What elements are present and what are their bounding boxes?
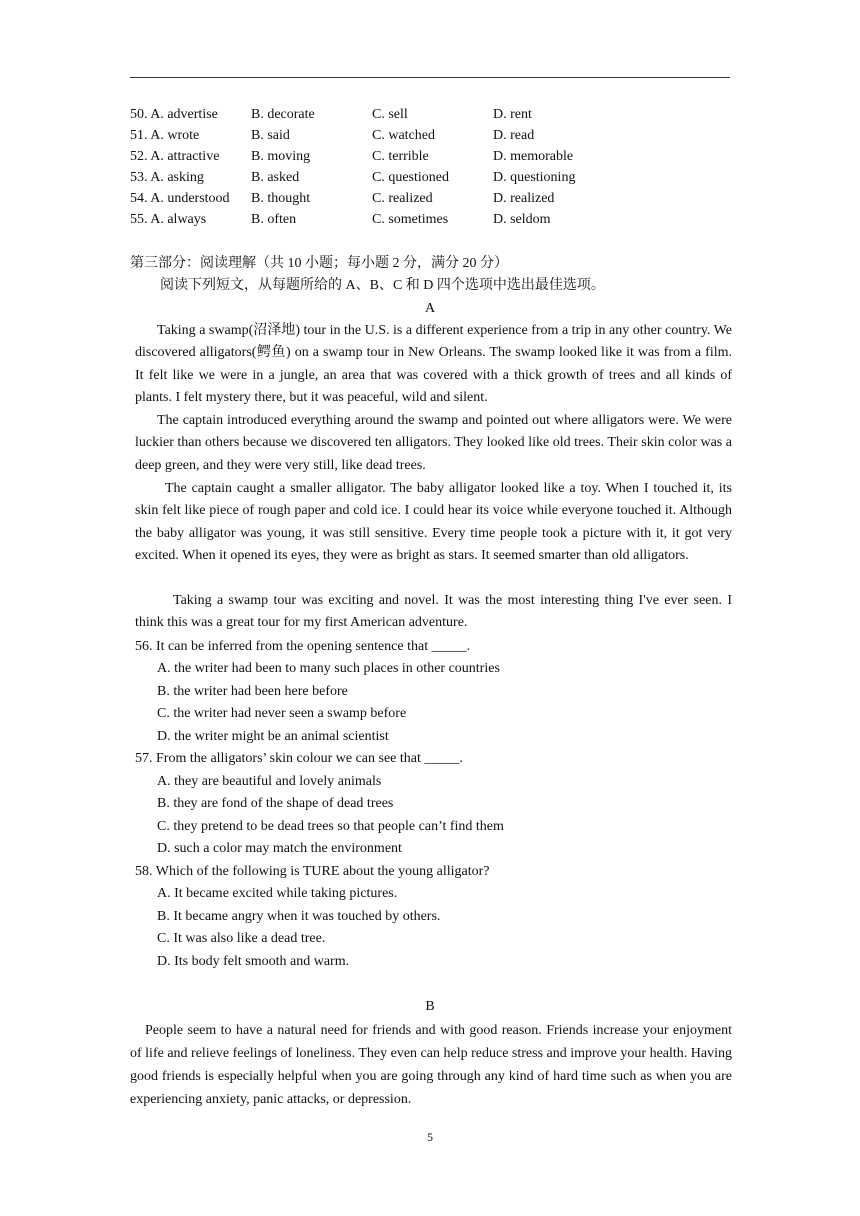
cloze-options-table <box>130 104 613 230</box>
passage-a-paragraph-2: The captain introduced everything around the swamp and pointed out where alligators were. We were luckier than others because we discovered ten alligators. They looked like old trees. Their skin color was a deep green, and they were very still, like dead trees. <box>135 413 732 473</box>
question-56: 56. It can be inferred from the opening sentence that _____. <box>135 639 471 654</box>
option-row-50 <box>130 104 613 125</box>
passage-a-label: A <box>424 301 436 316</box>
choice-57-d: D. such a color may match the environment <box>157 841 402 856</box>
header-rule <box>130 77 730 78</box>
question-58: 58. Which of the following is TURE about the young alligator? <box>135 864 490 879</box>
option-row-54 <box>130 188 613 209</box>
option-b: B. thought <box>251 191 311 206</box>
choice-58-c: C. It was also like a dead tree. <box>157 931 326 946</box>
option-b: B. said <box>251 128 290 143</box>
choice-56-c: C. the writer had never seen a swamp before <box>157 706 407 721</box>
choice-57-c: C. they pretend to be dead trees so that people can’t find them <box>157 819 504 834</box>
option-a: 53. A. asking <box>130 170 204 185</box>
choice-58-d: D. Its body felt smooth and warm. <box>157 954 350 969</box>
option-row-52 <box>130 146 613 167</box>
option-b: B. moving <box>251 149 311 164</box>
passage-a-paragraph-3: The captain caught a smaller alligator. The baby alligator looked like a toy. When I touched it, its skin felt like piece of rough paper and cold ice. I could hear its voice while everyone touched it. Although the baby alligator was young, it was still sensitive. Every time people took a picture with it, it got very excited. When it opened its eyes, they were as bright as stars. It seemed smarter than old alligators. <box>135 481 732 564</box>
question-57: 57. From the alligators’ skin colour we can see that _____. <box>135 751 463 766</box>
passage-b-label: B <box>425 999 435 1014</box>
option-d: D. read <box>493 128 535 143</box>
option-d: D. questioning <box>493 170 576 185</box>
option-c: C. questioned <box>372 170 449 185</box>
option-a: 51. A. wrote <box>130 128 200 143</box>
passage-b-paragraph-1: People seem to have a natural need for friends and with good reason. Friends increase your enjoyment of life and relieve feelings of loneliness. They even can help reduce stress and improve your health. Having good friends is especially helpful when you are going through any kind of hard time such as when you are experiencing anxiety, panic attacks, or depression. <box>130 1023 732 1107</box>
passage-a-paragraph-4: Taking a swamp tour was exciting and novel. It was the most interesting thing I've ever seen. I think this was a great tour for my first American adventure. <box>135 593 732 631</box>
passage-a-paragraph-1: Taking a swamp(沼泽地) tour in the U.S. is a different experience from a trip in any other country. We discovered alligators(鳄鱼) on a swamp tour in New Orleans. The swamp looked like it was from a film. It felt like we were in a jungle, an area that was covered with a thick growth of trees and all kinds of plants. I felt mystery there, but it was peaceful, wild and silent. <box>135 323 732 406</box>
section-heading: 第三部分：阅读理解（共 10 小题；每小题 2 分，满分 20 分） <box>130 256 508 271</box>
option-a: 52. A. attractive <box>130 149 220 164</box>
option-b: B. asked <box>251 170 300 185</box>
option-row-51 <box>130 125 613 146</box>
choice-56-a: A. the writer had been to many such places in other countries <box>157 661 500 676</box>
page-number: 5 <box>427 1130 433 1144</box>
choice-57-a: A. they are beautiful and lovely animals <box>157 774 382 789</box>
option-b: B. often <box>251 212 297 227</box>
option-d: D. seldom <box>493 212 551 227</box>
option-c: C. realized <box>372 191 433 206</box>
choice-56-d: D. the writer might be an animal scientist <box>157 729 389 744</box>
option-row-55 <box>130 209 613 230</box>
option-d: D. rent <box>493 107 532 122</box>
choice-56-b: B. the writer had been here before <box>157 684 348 699</box>
option-c: C. sell <box>372 107 408 122</box>
option-a: 55. A. always <box>130 212 207 227</box>
option-c: C. watched <box>372 128 435 143</box>
choice-58-a: A. It became excited while taking pictures. <box>157 886 398 901</box>
section-instruction: 阅读下列短文，从每题所给的 A、B、C 和 D 四个选项中选出最佳选项。 <box>160 278 605 293</box>
option-a: 50. A. advertise <box>130 107 218 122</box>
choice-57-b: B. they are fond of the shape of dead trees <box>157 796 394 811</box>
option-c: C. terrible <box>372 149 429 164</box>
option-a: 54. A. understood <box>130 191 230 206</box>
option-d: D. memorable <box>493 149 574 164</box>
option-d: D. realized <box>493 191 555 206</box>
option-row-53 <box>130 167 613 188</box>
option-b: B. decorate <box>251 107 315 122</box>
option-c: C. sometimes <box>372 212 449 227</box>
choice-58-b: B. It became angry when it was touched by others. <box>157 909 441 924</box>
